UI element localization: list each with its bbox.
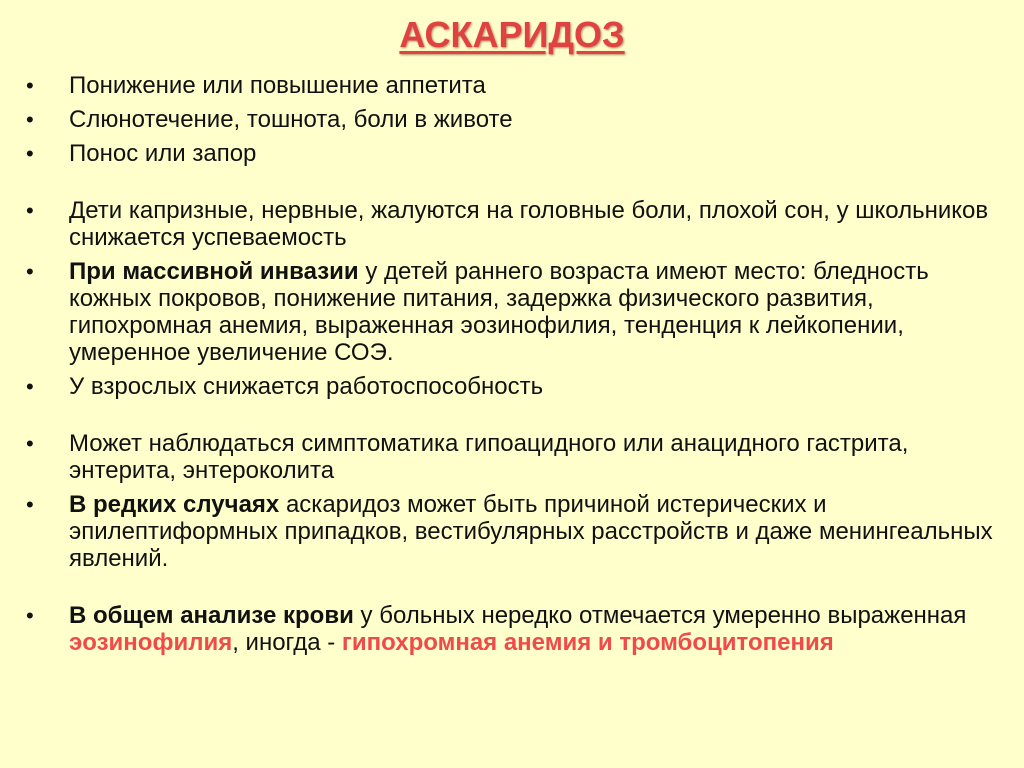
highlight-eosinophilia: эозинофилия xyxy=(69,629,233,656)
bullet-bold-lead: В редких случаях xyxy=(69,491,280,518)
bullet-dot: • xyxy=(26,492,34,517)
bullet-rest: , иногда - xyxy=(232,629,342,656)
bullet-item xyxy=(26,106,1001,133)
bullet-item xyxy=(26,140,1001,167)
bullet-text: Слюнотечение, тошнота, боли в животе xyxy=(69,106,513,133)
bullet-dot: • xyxy=(26,198,34,223)
bullet-rest: аскаридоз может быть причиной истерических и эпилептиформных припадков, вестибулярных расстройств и даже менингеальных явлений. xyxy=(69,491,993,572)
bullet-item xyxy=(26,602,1001,656)
slide-title xyxy=(0,14,1024,56)
bullet-text xyxy=(69,491,1001,572)
bullet-rest: у больных нередко отмечается умеренно выраженная xyxy=(353,602,967,629)
bullet-item xyxy=(26,72,1001,99)
bullet-text: Может наблюдаться симптоматика гипоацидного или анацидного гастрита, энтерита, энтероколита xyxy=(69,430,909,484)
bullet-bold-lead: При массивной инвазии xyxy=(69,258,359,285)
bullet-list xyxy=(26,72,1001,663)
bullet-dot: • xyxy=(26,603,34,628)
bullet-dot: • xyxy=(26,259,34,284)
bullet-text: Понос или запор xyxy=(69,140,257,167)
bullet-item xyxy=(26,430,1001,484)
bullet-text xyxy=(69,258,1001,366)
highlight-anemia-thrombocytopenia: гипохромная анемия и тромбоцитопения xyxy=(341,629,834,656)
bullet-dot: • xyxy=(26,107,34,132)
bullet-text: У взрослых снижается работоспособность xyxy=(69,373,544,400)
bullet-dot: • xyxy=(26,73,34,98)
bullet-dot: • xyxy=(26,141,34,166)
bullet-item xyxy=(26,373,1001,400)
bullet-dot: • xyxy=(26,374,34,399)
bullet-dot: • xyxy=(26,431,34,456)
bullet-text xyxy=(69,602,1001,656)
slide-title-text: АСКАРИДОЗ xyxy=(399,14,625,55)
bullet-item xyxy=(26,197,1001,251)
bullet-item xyxy=(26,491,1001,572)
bullet-text: Понижение или повышение аппетита xyxy=(69,72,486,99)
bullet-text: Дети капризные, нервные, жалуются на головные боли, плохой сон, у школьников снижается успеваемость xyxy=(69,197,989,251)
bullet-bold-lead: В общем анализе крови xyxy=(69,602,354,629)
bullet-item xyxy=(26,258,1001,366)
bullet-rest: у детей раннего возраста имеют место: бледность кожных покровов, понижение питания, задержка физического развития, гипохромная анемия, выраженная эозинофилия, тенденция к лейкопении, умеренное увеличение СОЭ. xyxy=(69,258,929,366)
